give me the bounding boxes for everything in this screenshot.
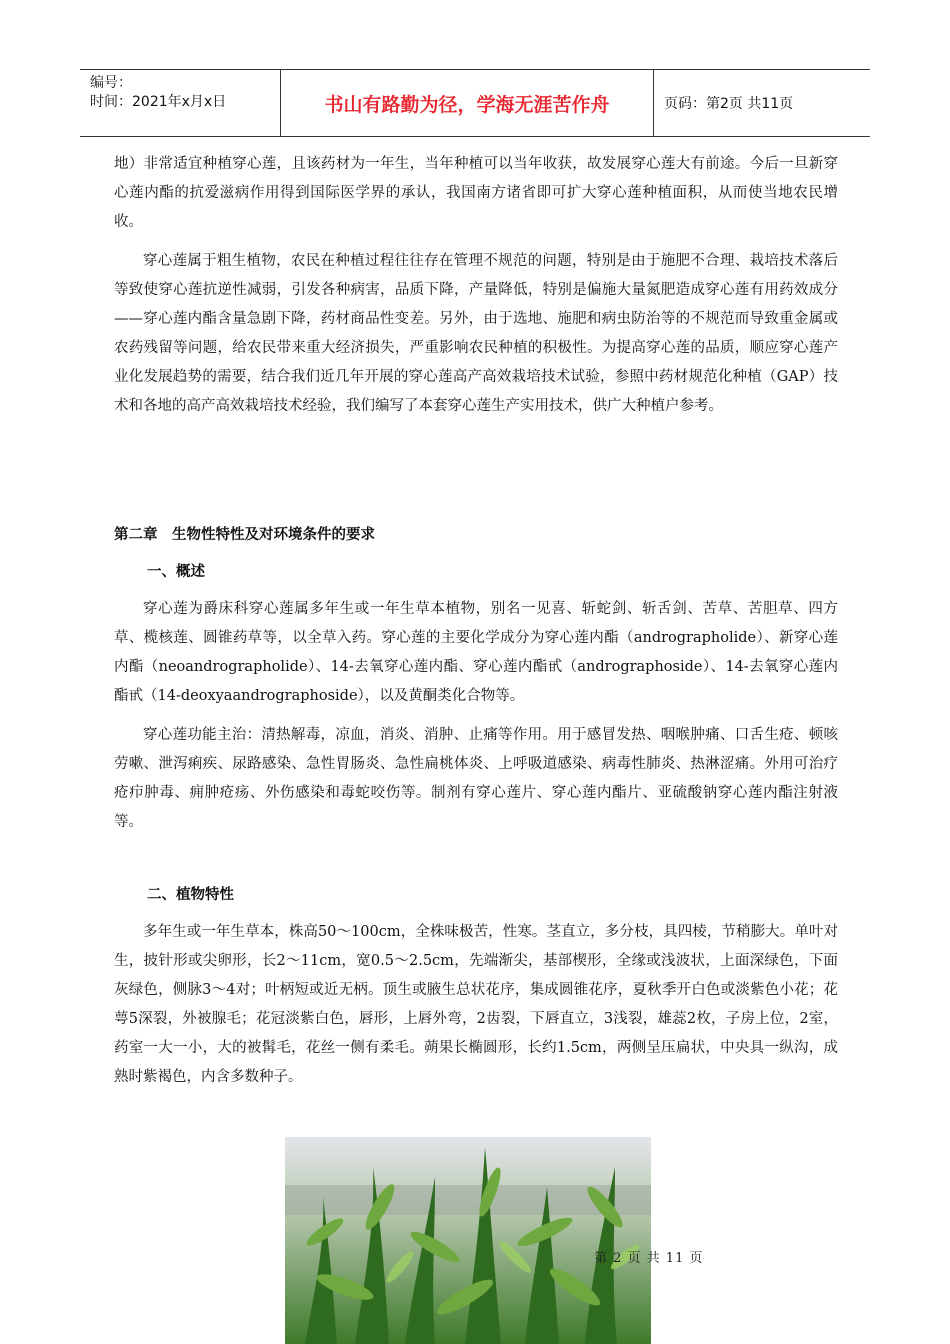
header-motto: 书山有路勤为径，学海无涯苦作舟	[281, 70, 654, 136]
date-label: 时间：2021年x月x日	[90, 94, 227, 110]
header-page-info: 页码：第2页 共11页	[664, 96, 794, 112]
plant-photo	[285, 1137, 651, 1344]
section-heading-plant-traits: 二、植物特性	[147, 887, 234, 903]
section-heading-overview: 一、概述	[147, 564, 205, 580]
page-header	[80, 69, 870, 137]
header-meta	[80, 70, 281, 136]
serial-label: 编号：	[90, 75, 132, 91]
paragraph-functions: 穿心莲功能主治：清热解毒，凉血，消炎、消肿、止痛等作用。用于感冒发热、咽喉肿痛、口舌生疮、顿咳劳嗽、泄泻痢疾、尿路感染、急性胃肠炎、急性扁桃体炎、上呼吸道感染、病毒性肺炎、热淋涩痛。外用可治疗疮疖肿毒、痈肿疮疡、外伤感染和毒蛇咬伤等。制剂有穿心莲片、穿心莲内酯片、亚硫酸钠穿心莲内酯注射液等。	[114, 727, 838, 830]
document-body	[114, 150, 838, 1102]
plant-photo-icon	[285, 1137, 651, 1344]
paragraph-overview: 穿心莲为爵床科穿心莲属多年生或一年生草本植物，别名一见喜、斩蛇剑、斩舌剑、苦草、苦胆草、四方草、榄核莲、圆锥药草等，以全草入药。穿心莲的主要化学成分为穿心莲内酯（andrographolide）、新穿心莲内酯（neoandrographolide）、14-去氧穿心莲内酯、穿心莲内酯甙（andrographoside）、14-去氧穿心莲内酯甙（14-deoxyaandrographoside），以及黄酮类化合物等。	[114, 601, 838, 704]
paragraph-intro-end: 地）非常适宜种植穿心莲，且该药材为一年生，当年种植可以当年收获，故发展穿心莲大有前途。今后一旦新穿心莲内酯的抗爱滋病作用得到国际医学界的承认，我国南方诸省即可扩大穿心莲种植面积，从而使当地农民增收。	[114, 156, 838, 230]
paragraph-plant-traits: 多年生或一年生草本，株高50～100cm，全株味极苦，性寒。茎直立，多分枝，具四棱，节稍膨大。单叶对生，披针形或尖卵形，长2～11cm，宽0.5～2.5cm，先端渐尖，基部楔形，全缘或浅波状，上面深绿色，下面灰绿色，侧脉3～4对；叶柄短或近无柄。顶生或腋生总状花序，集成圆锥花序，夏秋季开白色或淡紫色小花；花萼5深裂，外被腺毛；花冠淡紫白色，唇形，上唇外弯，2齿裂，下唇直立，3浅裂，雄蕊2枚，子房上位，2室，药室一大一小，大的被髯毛，花丝一侧有柔毛。蒴果长椭圆形，长约1.5cm，两侧呈压扁状，中央具一纵沟，成熟时紫褐色，内含多数种子。	[114, 924, 838, 1085]
page-footer: 第 2 页 共 11 页	[594, 1251, 704, 1266]
paragraph-cultivation-problems: 穿心莲属于粗生植物，农民在种植过程往往存在管理不规范的问题，特别是由于施肥不合理、栽培技术落后等致使穿心莲抗逆性减弱，引发各种病害，品质下降，产量降低，特别是偏施大量氮肥造成穿心莲有用药效成分——穿心莲内酯含量急剧下降，药材商品性变差。另外，由于选地、施肥和病虫防治等的不规范而导致重金属或农药残留等问题，给农民带来重大经济损失，严重影响农民种植的积极性。为提高穿心莲的品质，顺应穿心莲产业化发展趋势的需要，结合我们近几年开展的穿心莲高产高效栽培技术试验，参照中药材规范化种植（GAP）技术和各地的高产高效栽培技术经验，我们编写了本套穿心莲生产实用技术，供广大种植户参考。	[114, 253, 838, 414]
chapter-heading: 第二章 生物性特性及对环境条件的要求	[114, 527, 375, 543]
